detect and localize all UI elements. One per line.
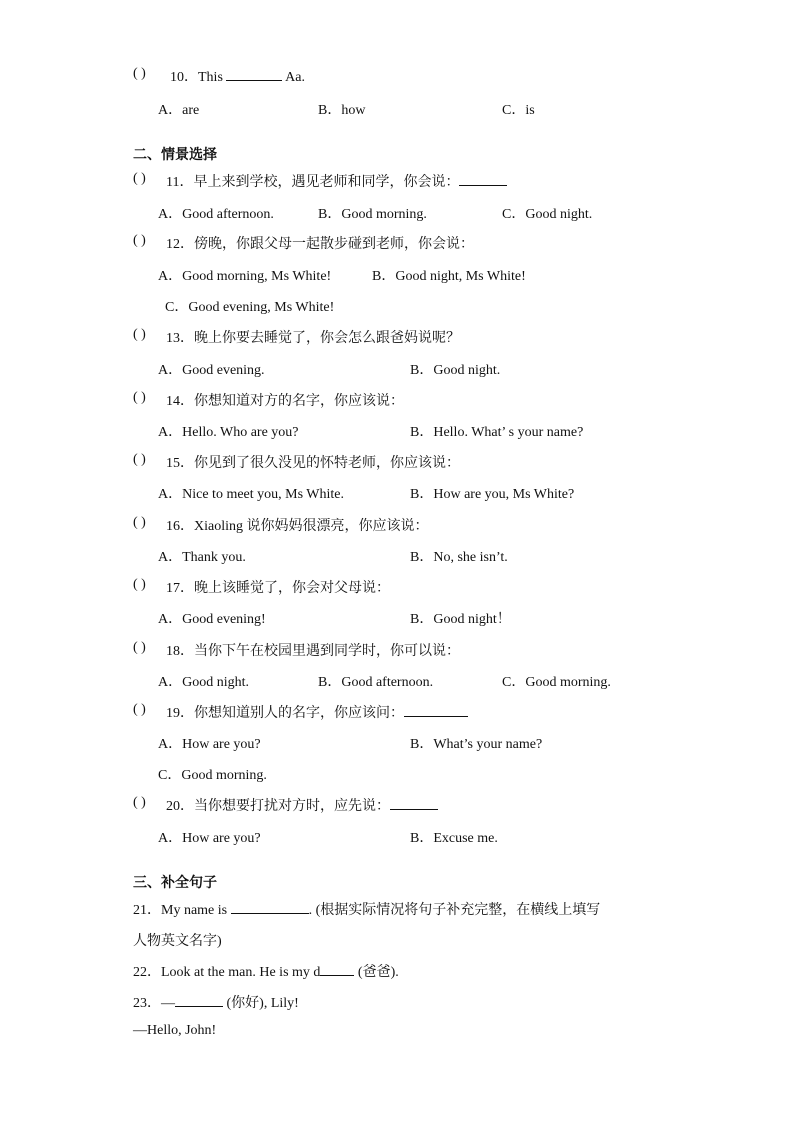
- question-close: ).: [390, 965, 399, 980]
- option-text: is: [525, 103, 535, 118]
- option-a[interactable]: [158, 421, 299, 441]
- option-text: Nice to meet you, Ms White.: [182, 487, 344, 502]
- option-text: Good night.: [525, 207, 593, 222]
- option-b[interactable]: [410, 733, 542, 753]
- question-number: 12．: [166, 237, 194, 252]
- option-text: How are you, Ms White?: [433, 487, 575, 502]
- question-text: 当你下午在校园里遇到同学时，你可以说：: [194, 643, 460, 659]
- option-letter: A．: [158, 207, 183, 222]
- question-close: ), Lily!: [259, 996, 299, 1011]
- option-c[interactable]: [502, 99, 535, 119]
- dialog-reply: —Hello, John!: [133, 1023, 217, 1038]
- fill-blank[interactable]: [231, 899, 309, 914]
- option-letter: B．: [410, 550, 434, 565]
- answer-bracket[interactable]: ( ): [133, 577, 146, 592]
- options-19-c: [0, 764, 794, 786]
- option-letter: B．: [410, 831, 434, 846]
- option-letter: B．: [410, 363, 434, 378]
- option-b[interactable]: [410, 827, 498, 847]
- option-text: How are you?: [182, 737, 261, 752]
- option-a[interactable]: [158, 359, 265, 379]
- question-number: 22．: [133, 965, 161, 980]
- option-b[interactable]: [410, 359, 500, 379]
- question-10: [0, 66, 794, 88]
- question-number: 21．: [133, 903, 161, 918]
- option-text: Good morning, Ms White!: [182, 269, 332, 284]
- answer-bracket[interactable]: ( ): [133, 171, 146, 186]
- answer-bracket[interactable]: ( ): [133, 702, 146, 717]
- option-a[interactable]: [158, 671, 249, 691]
- options-19: [0, 733, 794, 755]
- question-number: 17．: [166, 581, 194, 596]
- options-15: [0, 483, 794, 505]
- option-text: Excuse me.: [433, 831, 498, 846]
- fill-blank[interactable]: [459, 171, 507, 186]
- option-text: Good evening, Ms White!: [188, 300, 335, 315]
- question-22: [0, 961, 794, 983]
- answer-bracket[interactable]: ( ): [133, 515, 146, 530]
- option-a[interactable]: [158, 827, 261, 847]
- option-b[interactable]: [318, 671, 433, 691]
- question-16: [0, 515, 794, 537]
- section-2: [0, 144, 794, 166]
- question-number: 13．: [166, 331, 194, 346]
- option-text: Good evening.: [182, 363, 265, 378]
- option-b[interactable]: [410, 546, 508, 566]
- answer-bracket[interactable]: ( ): [133, 390, 146, 405]
- question-hint: 根据实际情况将句子补充完整，在横线上填写: [320, 902, 601, 918]
- question-13: [0, 327, 794, 349]
- option-text: Good night！: [433, 612, 511, 627]
- option-letter: A．: [158, 363, 183, 378]
- option-b[interactable]: [372, 265, 526, 285]
- option-b[interactable]: [318, 203, 427, 223]
- question-text: 你见到了很久没见的怀特老师，你应该说：: [194, 455, 460, 471]
- option-b[interactable]: [318, 99, 365, 119]
- question-text-before: Look at the man. He is my d: [161, 965, 321, 980]
- option-text: Good afternoon.: [182, 207, 274, 222]
- answer-bracket[interactable]: ( ): [133, 233, 146, 248]
- question-text: 当你想要打扰对方时，应先说：: [194, 798, 390, 814]
- option-a[interactable]: [158, 203, 274, 223]
- question-text-before: My name is: [161, 903, 231, 918]
- option-a[interactable]: [158, 608, 266, 628]
- option-a[interactable]: [158, 265, 331, 285]
- option-letter: B．: [410, 487, 434, 502]
- fill-blank[interactable]: [175, 992, 223, 1007]
- question-number: 20．: [166, 799, 194, 814]
- question-17: [0, 577, 794, 599]
- options-16: [0, 546, 794, 568]
- option-letter: A．: [158, 425, 183, 440]
- question-21-cont: [0, 930, 794, 952]
- question-text-before: This: [198, 70, 227, 85]
- answer-bracket[interactable]: ( ): [133, 795, 146, 810]
- section-3: [0, 872, 794, 894]
- options-17: [0, 608, 794, 630]
- option-letter: B．: [318, 675, 342, 690]
- question-number: 10．: [170, 70, 198, 85]
- option-letter: A．: [158, 737, 183, 752]
- option-c[interactable]: [502, 203, 592, 223]
- fill-blank[interactable]: [226, 66, 282, 81]
- question-text: 你想知道对方的名字，你应该说：: [194, 393, 404, 409]
- question-text: 晚上你要去睡觉了，你会怎么跟爸妈说呢？: [194, 330, 460, 346]
- question-text: 晚上该睡觉了，你会对父母说：: [194, 580, 390, 596]
- question-12: [0, 233, 794, 255]
- option-letter: A．: [158, 675, 183, 690]
- option-text: Good night, Ms White!: [395, 269, 526, 284]
- option-text: Hello. What’ s your name?: [433, 425, 584, 440]
- option-letter: A．: [158, 550, 183, 565]
- option-letter: B．: [318, 103, 342, 118]
- option-letter: B．: [410, 425, 434, 440]
- question-15: [0, 452, 794, 474]
- question-23-reply: [0, 1023, 794, 1045]
- option-text: Good evening!: [182, 612, 266, 627]
- section-title: 三、补全句子: [133, 875, 217, 891]
- option-text: What’s your name?: [433, 737, 543, 752]
- option-a[interactable]: [158, 99, 199, 119]
- option-a[interactable]: [158, 546, 246, 566]
- question-text: 傍晚，你跟父母一起散步碰到老师，你会说：: [194, 236, 474, 252]
- option-letter: C．: [502, 103, 526, 118]
- option-letter: A．: [158, 269, 183, 284]
- question-number: 18．: [166, 644, 194, 659]
- question-18: [0, 640, 794, 662]
- option-c[interactable]: [165, 296, 334, 316]
- question-text: 你想知道别人的名字，你应该问：: [194, 705, 404, 721]
- option-letter: B．: [318, 207, 342, 222]
- option-text: are: [182, 103, 200, 118]
- option-text: how: [341, 103, 366, 118]
- option-letter: C．: [165, 300, 189, 315]
- question-number: 16．: [166, 519, 194, 534]
- option-letter: B．: [372, 269, 396, 284]
- option-c[interactable]: [158, 764, 267, 784]
- question-hint-cont: 人物英文名字: [133, 933, 217, 949]
- option-b[interactable]: [410, 421, 583, 441]
- answer-bracket[interactable]: ( ): [133, 327, 146, 342]
- question-text-after: (: [354, 965, 363, 980]
- option-letter: B．: [410, 737, 434, 752]
- question-number: 15．: [166, 456, 194, 471]
- option-text: Good morning.: [341, 207, 427, 222]
- question-text: 早上来到学校，遇见老师和同学，你会说：: [193, 174, 460, 190]
- question-name: Xiaoling: [194, 519, 247, 534]
- question-text-after: (: [223, 996, 232, 1011]
- option-b[interactable]: [410, 483, 574, 503]
- question-19: [0, 702, 794, 724]
- option-letter: A．: [158, 612, 183, 627]
- question-number: 14．: [166, 394, 194, 409]
- option-c[interactable]: [502, 671, 611, 691]
- dialog-dash: —: [161, 996, 175, 1011]
- option-text: How are you?: [182, 831, 261, 846]
- option-letter: C．: [502, 675, 526, 690]
- question-number: 23．: [133, 996, 161, 1011]
- option-b[interactable]: [410, 608, 511, 628]
- question-number: 19．: [166, 706, 194, 721]
- question-text: 说你妈妈很漂亮，你应该说：: [246, 518, 429, 534]
- options-13: [0, 359, 794, 381]
- question-text-after: . (: [308, 903, 321, 918]
- option-letter: A．: [158, 487, 183, 502]
- option-text: Good morning.: [525, 675, 611, 690]
- answer-bracket[interactable]: ( ): [133, 66, 146, 81]
- question-14: [0, 390, 794, 412]
- answer-bracket[interactable]: ( ): [133, 452, 146, 467]
- answer-bracket[interactable]: ( ): [133, 640, 146, 655]
- option-text: Thank you.: [182, 550, 246, 565]
- option-letter: C．: [502, 207, 526, 222]
- option-a[interactable]: [158, 483, 344, 503]
- question-20: [0, 795, 794, 817]
- option-text: Hello. Who are you?: [182, 425, 299, 440]
- option-text: Good night.: [182, 675, 250, 690]
- option-text: Good night.: [433, 363, 501, 378]
- option-letter: A．: [158, 831, 183, 846]
- options-12-c: [0, 296, 794, 318]
- options-10: [0, 99, 794, 121]
- fill-blank[interactable]: [390, 795, 438, 810]
- options-20: [0, 827, 794, 849]
- fill-blank[interactable]: [404, 702, 468, 717]
- question-text-after: Aa.: [282, 70, 305, 85]
- option-letter: C．: [158, 768, 182, 783]
- option-letter: B．: [410, 612, 434, 627]
- question-23: [0, 992, 794, 1014]
- question-close: ): [217, 934, 222, 949]
- question-hint: 你好: [231, 995, 260, 1011]
- options-11: [0, 203, 794, 225]
- options-14: [0, 421, 794, 443]
- option-a[interactable]: [158, 733, 261, 753]
- option-letter: A．: [158, 103, 183, 118]
- options-18: [0, 671, 794, 693]
- question-11: [0, 171, 794, 193]
- option-text: Good morning.: [181, 768, 267, 783]
- question-number: 11．: [166, 175, 194, 190]
- option-text: Good afternoon.: [341, 675, 434, 690]
- question-21: [0, 899, 794, 921]
- options-12: [0, 265, 794, 287]
- question-hint: 爸爸: [362, 964, 391, 980]
- section-title: 二、情景选择: [133, 147, 217, 163]
- fill-blank[interactable]: [320, 961, 354, 976]
- option-text: No, she isn’t.: [433, 550, 508, 565]
